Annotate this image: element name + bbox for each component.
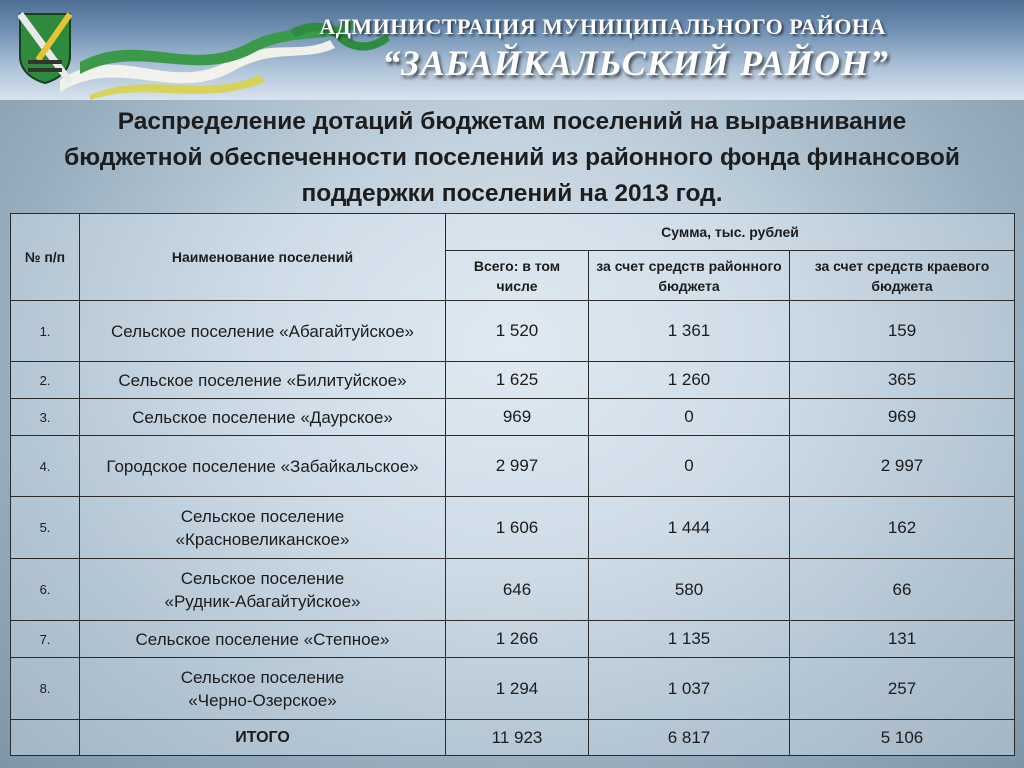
total-amount: 646 [446, 559, 589, 621]
header-district-budget: за счет средств районного бюджета [589, 251, 790, 301]
settlement-name-line: Сельское поселение «Билитуйское» [118, 370, 407, 390]
regional-amount: 131 [790, 621, 1015, 658]
row-number: 2. [11, 362, 80, 399]
header-number: № п/п [11, 214, 80, 301]
settlement-name-line: Сельское поселение «Абагайтуйское» [110, 321, 415, 341]
totals-row [11, 720, 1015, 756]
total-amount: 1 294 [446, 658, 589, 720]
settlement-name [80, 621, 446, 658]
district-amount: 1 037 [589, 658, 790, 720]
regional-amount: 162 [790, 497, 1015, 559]
table-row [11, 301, 1015, 362]
total-amount: 2 997 [446, 436, 589, 497]
subsidy-table [10, 213, 1015, 756]
totals-number-cell [11, 720, 80, 756]
settlement-name [80, 559, 446, 621]
district-amount: 1 361 [589, 301, 790, 362]
table-header-row [11, 214, 1015, 251]
totals-total-amount: 11 923 [446, 720, 589, 756]
row-number: 5. [11, 497, 80, 559]
settlement-name-line: «Красновеликанское» [175, 529, 350, 549]
settlement-name-line: «Рудник-Абагайтуйское» [164, 591, 361, 611]
settlement-name [80, 497, 446, 559]
page-title [0, 104, 1024, 212]
regional-amount: 257 [790, 658, 1015, 720]
settlement-name-line: Сельское поселение «Даурское» [132, 407, 393, 427]
settlement-name-line: Городское поселение «Забайкальское» [106, 456, 419, 476]
row-number: 4. [11, 436, 80, 497]
table-row [11, 559, 1015, 621]
district-amount: 1 444 [589, 497, 790, 559]
row-number: 3. [11, 399, 80, 436]
total-amount: 1 625 [446, 362, 589, 399]
total-amount: 1 520 [446, 301, 589, 362]
district-amount: 1 260 [589, 362, 790, 399]
row-number: 1. [11, 301, 80, 362]
title-line-3: поддержки поселений на 2013 год. [301, 180, 723, 207]
totals-district-amount: 6 817 [589, 720, 790, 756]
settlement-name [80, 301, 446, 362]
district-amount: 1 135 [589, 621, 790, 658]
settlement-name [80, 658, 446, 720]
header-sum: Сумма, тыс. рублей [446, 214, 1015, 251]
table-row [11, 362, 1015, 399]
table-row [11, 658, 1015, 720]
table-row [11, 436, 1015, 497]
row-number: 6. [11, 559, 80, 621]
district-amount: 580 [589, 559, 790, 621]
settlement-name [80, 436, 446, 497]
regional-amount: 66 [790, 559, 1015, 621]
regional-amount: 365 [790, 362, 1015, 399]
header-settlement-name: Наименование поселений [80, 214, 446, 301]
total-amount: 969 [446, 399, 589, 436]
table-row [11, 399, 1015, 436]
header-banner [0, 0, 1024, 100]
table-row [11, 621, 1015, 658]
table-row [11, 497, 1015, 559]
banner-district-name: “ЗАБАЙКАЛЬСКИЙ РАЙОН” [382, 43, 889, 83]
settlement-name-line: Сельское поселение «Степное» [135, 629, 390, 649]
settlement-name-line: «Черно-Озерское» [188, 690, 337, 710]
settlement-name-line: Сельское поселение [180, 667, 345, 687]
settlement-name-line: Сельское поселение [180, 506, 345, 526]
total-amount: 1 606 [446, 497, 589, 559]
row-number: 8. [11, 658, 80, 720]
title-line-1: Распределение дотаций бюджетам поселений на выравнивание [117, 108, 907, 135]
district-amount: 0 [589, 399, 790, 436]
coat-of-arms-icon [18, 12, 72, 84]
header-total: Всего: в том числе [446, 251, 589, 301]
total-amount: 1 266 [446, 621, 589, 658]
title-line-2: бюджетной обеспеченности поселений из районного фонда финансовой [64, 144, 960, 171]
regional-amount: 2 997 [790, 436, 1015, 497]
settlement-name [80, 362, 446, 399]
district-amount: 0 [589, 436, 790, 497]
totals-regional-amount: 5 106 [790, 720, 1015, 756]
banner-organization-label: АДМИНИСТРАЦИЯ МУНИЦИПАЛЬНОГО РАЙОНА [319, 14, 886, 39]
totals-label: ИТОГО [80, 720, 446, 756]
settlement-name [80, 399, 446, 436]
regional-amount: 159 [790, 301, 1015, 362]
settlement-name-line: Сельское поселение [180, 568, 345, 588]
header-regional-budget: за счет средств краевого бюджета [790, 251, 1015, 301]
regional-amount: 969 [790, 399, 1015, 436]
row-number: 7. [11, 621, 80, 658]
